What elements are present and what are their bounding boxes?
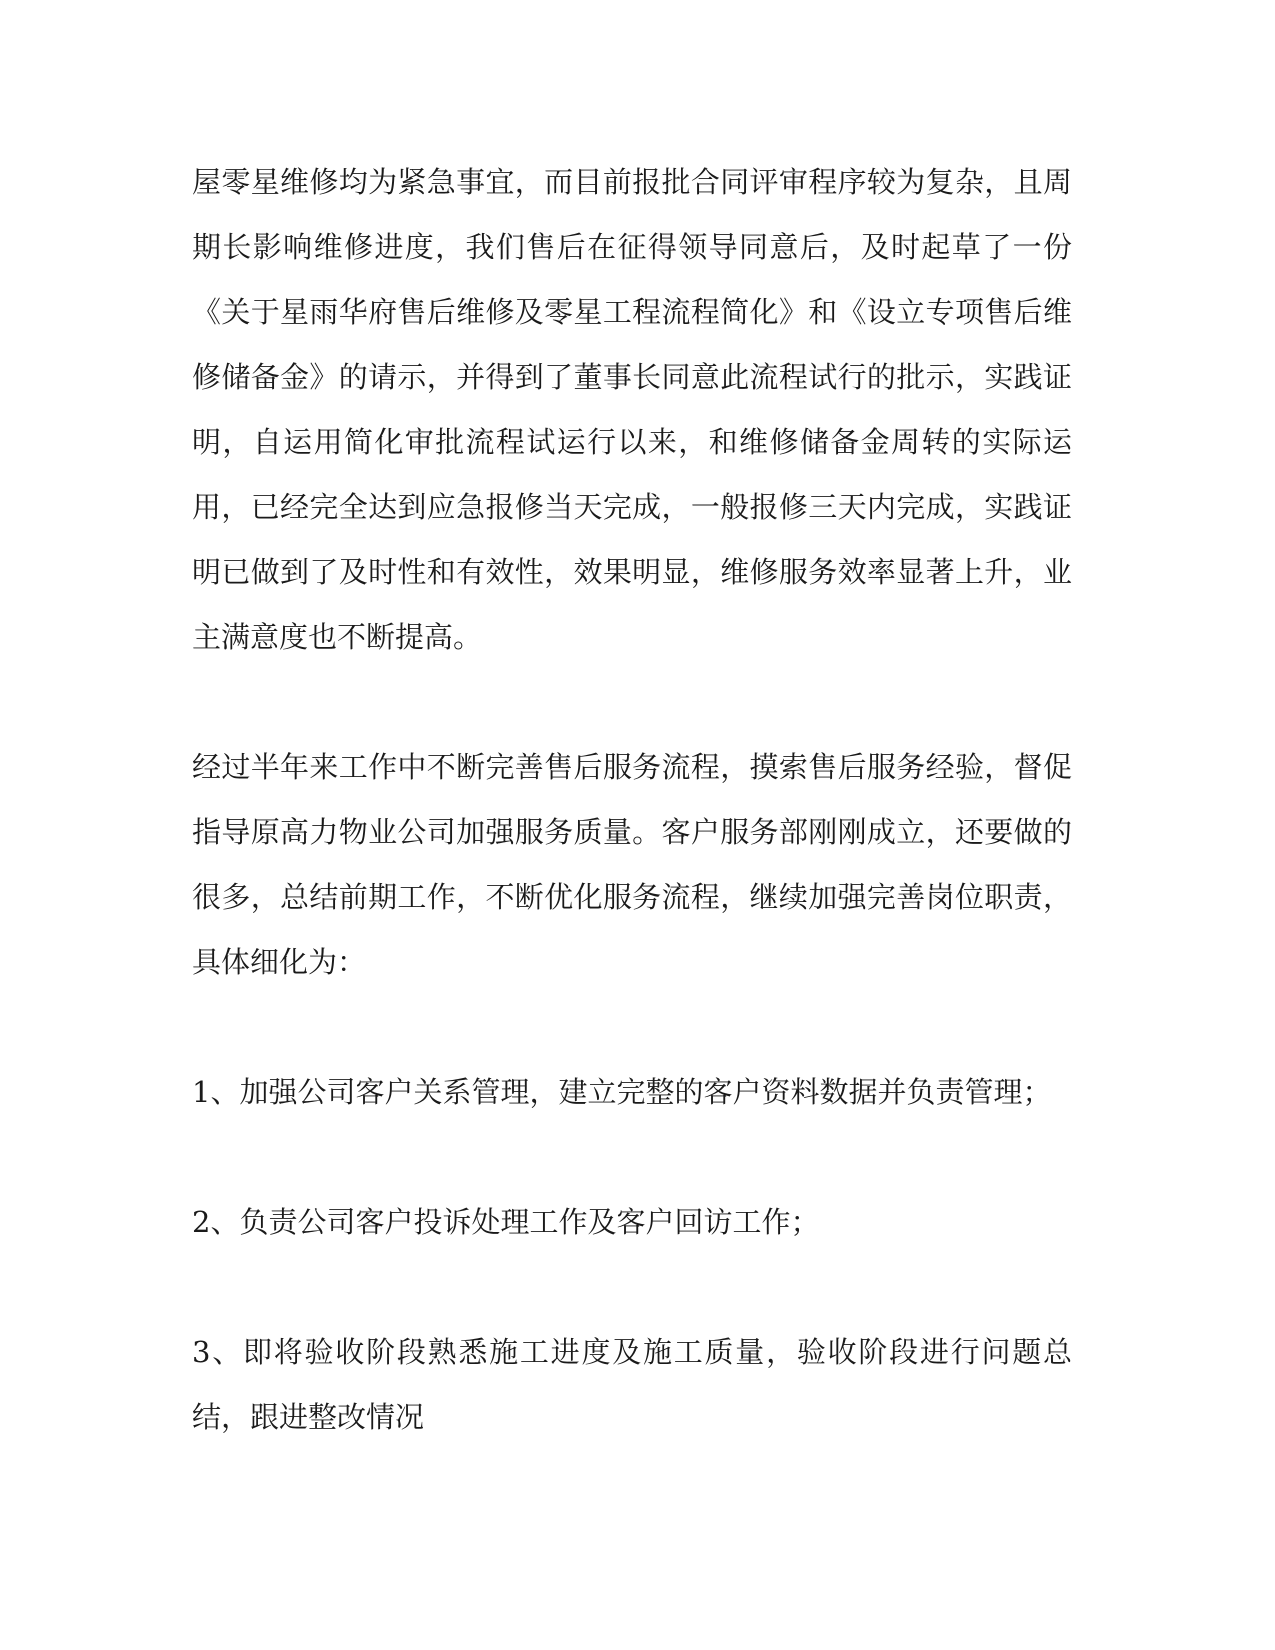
paragraph-service-improvement: 经过半年来工作中不断完善售后服务流程，摸索售后服务经验，督促指导原高力物业公司加强服务质量。客户服务部刚刚成立，还要做的很多，总结前期工作，不断优化服务流程，继续加强完善岗位职责，具体细化为： [192,750,1072,979]
list-item-3: 3、即将验收阶段熟悉施工进度及施工质量，验收阶段进行问题总结，跟进整改情况 [192,1335,1072,1434]
paragraph-spacer [192,670,1072,735]
list-item-2: 2、负责公司客户投诉处理工作及客户回访工作； [192,1205,820,1239]
document-body [192,150,1072,1450]
paragraph-spacer [192,995,1072,1060]
paragraph-maintenance-process: 屋零星维修均为紧急事宜，而目前报批合同评审程序较为复杂，且周期长影响维修进度，我们售后在征得领导同意后，及时起草了一份《关于星雨华府售后维修及零星工程流程简化》和《设立专项售后维修储备金》的请示，并得到了董事长同意此流程试行的批示，实践证明，自运用简化审批流程试运行以来，和维修储备金周转的实际运用，已经完全达到应急报修当天完成，一般报修三天内完成，实践证明已做到了及时性和有效性，效果明显，维修服务效率显著上升，业主满意度也不断提高。 [192,165,1072,654]
list-item-1: 1、加强公司客户关系管理，建立完整的客户资料数据并负责管理； [192,1075,1052,1109]
paragraph-spacer [192,1255,1072,1320]
paragraph-spacer [192,1125,1072,1190]
